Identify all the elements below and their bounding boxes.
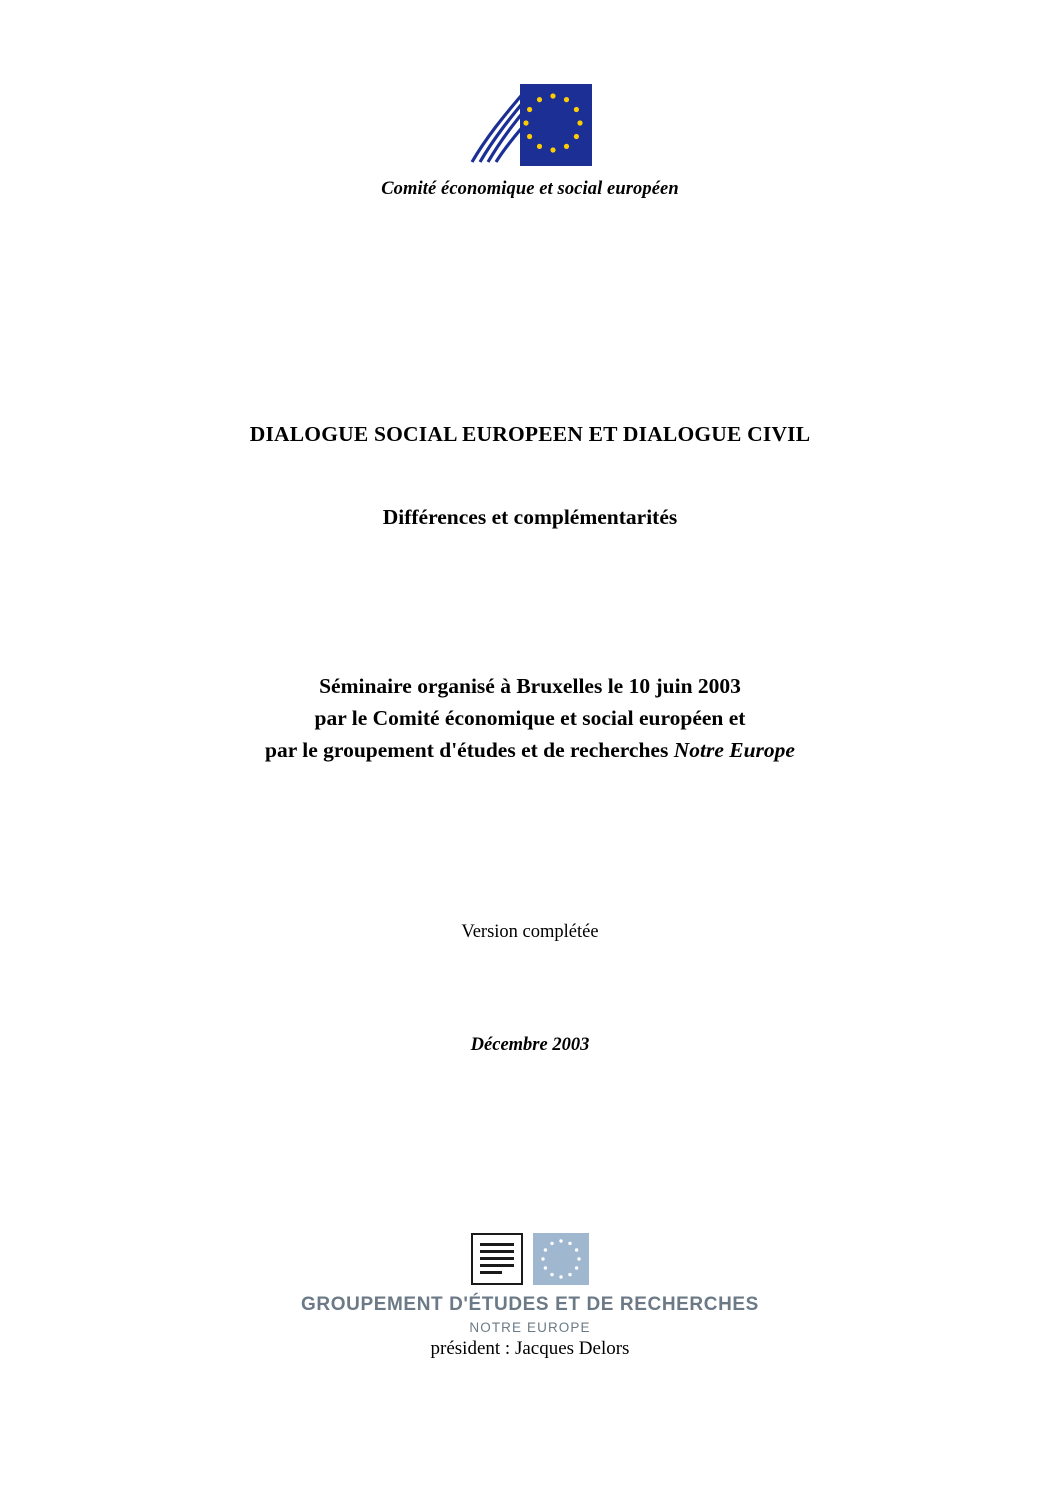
version-label: Version complétée — [461, 922, 599, 942]
organisation-name: GROUPEMENT D'ÉTUDES ET DE RECHERCHES — [301, 1294, 759, 1315]
document-date: Décembre 2003 — [470, 1035, 590, 1055]
document-lines-icon — [471, 1233, 523, 1285]
eu-stars-icon — [518, 88, 588, 162]
page-title: DIALOGUE SOCIAL EUROPEEN ET DIALOGUE CIVIL — [249, 422, 811, 446]
eesc-logo-container — [0, 84, 1060, 166]
seminar-line-3-prefix: par le groupement d'études et de recherches — [265, 738, 674, 762]
notre-europe-logo — [471, 1233, 589, 1289]
seminar-line-3-italic: Notre Europe — [673, 738, 795, 762]
notre-europe-flag-icon — [533, 1233, 589, 1285]
page-subtitle: Différences et complémentarités — [382, 505, 678, 529]
institution-name: Comité économique et social européen — [381, 179, 679, 199]
organisation-subname: NOTRE EUROPE — [469, 1320, 591, 1335]
seminar-info — [0, 670, 1060, 766]
president-label: président : Jacques Delors — [430, 1338, 630, 1359]
eesc-european-flag-logo — [468, 84, 592, 166]
seminar-line-1: Séminaire organisé à Bruxelles le 10 juin 2003 — [319, 674, 741, 698]
eu-stars-icon — [536, 1236, 586, 1282]
seminar-line-3 — [0, 734, 1060, 766]
notre-europe-logo-container — [0, 1233, 1060, 1289]
seminar-line-2: par le Comité économique et social européen et — [314, 706, 746, 730]
